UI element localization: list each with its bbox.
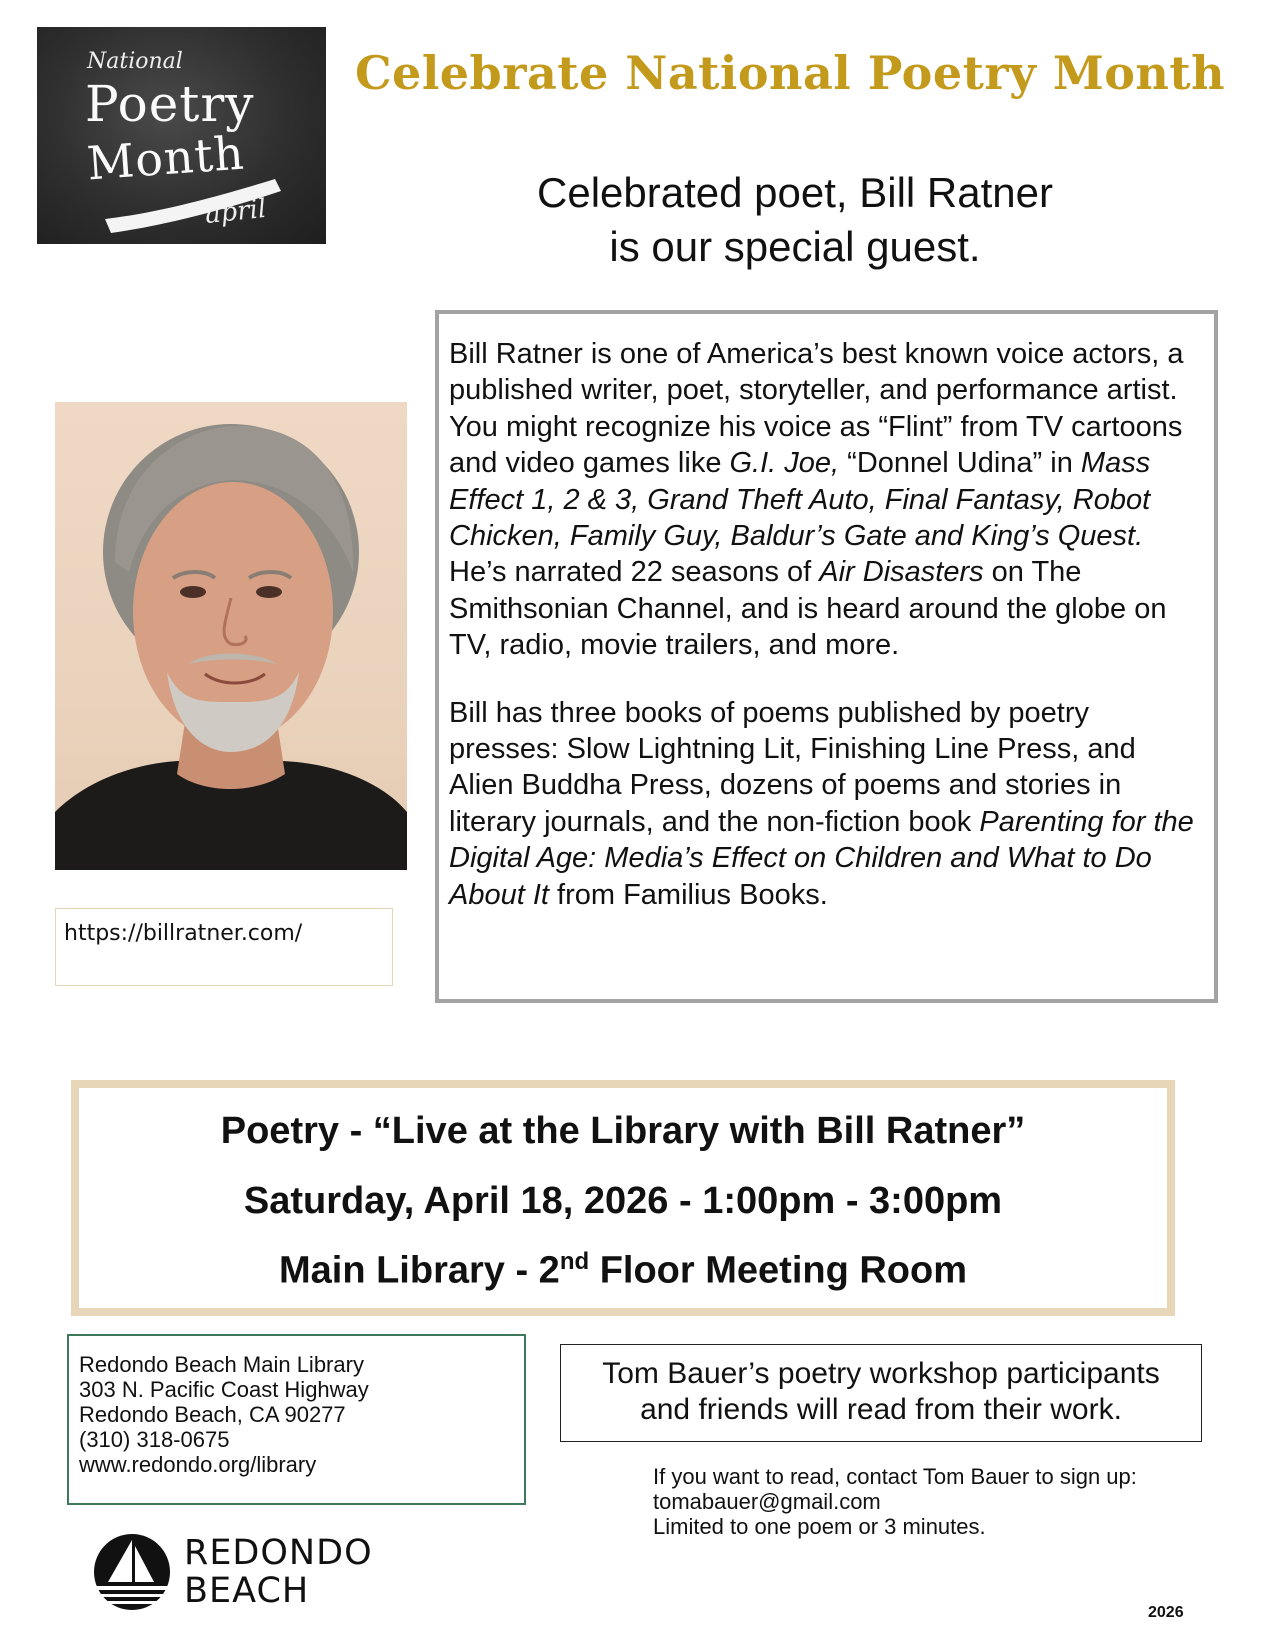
- badge-national-text: National: [87, 49, 183, 74]
- event-title: Poetry - “Live at the Library with Bill Ratner”: [220, 1110, 1026, 1152]
- library-name: Redondo Beach Main Library: [79, 1352, 364, 1377]
- logo-word-redondo: REDONDO: [184, 1533, 373, 1573]
- portrait-illustration: [55, 402, 407, 870]
- library-website[interactable]: www.redondo.org/library: [79, 1452, 317, 1477]
- italic-title-run: Air Disasters: [819, 556, 984, 589]
- text-run: Bill Ratner is one of America’s best known voice actors, a published writer, poet, storyteller, and performance artist. You might recognize his voice as “Flint” from TV cartoons and video games like: [449, 338, 1184, 480]
- event-location: [79, 1248, 1167, 1293]
- signup-line-1: If you want to read, contact Tom Bauer to sign up:: [653, 1464, 1137, 1489]
- subtitle-line-2: is our special guest.: [609, 223, 981, 270]
- text-run: He’s narrated 22 seasons of: [449, 556, 820, 589]
- sailboat-logo-icon: [92, 1532, 172, 1612]
- event-datetime: Saturday, April 18, 2026 - 1:00pm - 3:00pm: [243, 1180, 1003, 1222]
- italic-title-run: G.I. Joe,: [729, 447, 840, 480]
- text-run: from Familius Books.: [548, 878, 828, 911]
- website-url[interactable]: https://billratner.com/: [64, 921, 303, 946]
- italic-title-run: Mass Effect 1, 2 & 3, Grand Theft Auto, Final Fantasy, Robot Chicken, Family Guy, Baldur’s Gate and King’s Quest.: [449, 447, 1151, 553]
- badge-april-text: april: [203, 193, 268, 231]
- poetry-month-badge: [37, 27, 326, 244]
- workshop-line-1: Tom Bauer’s poetry workshop participants: [602, 1357, 1160, 1390]
- guest-announcement: [420, 166, 1170, 274]
- library-city: Redondo Beach, CA 90277: [79, 1402, 346, 1427]
- banner-ribbon-icon: [97, 167, 297, 237]
- text-run: Bill has three books of poems published by poetry presses: Slow Lightning Lit, Finishing Line Press, and Alien Buddha Press, dozens of poems and stories in literary journals, and the non-fiction book: [449, 696, 1136, 838]
- footer-year: 2026: [1148, 1604, 1184, 1621]
- biography-paragraph-1: [449, 336, 1204, 664]
- italic-title-run: Parenting for the Digital Age: Media’s Effect on Children and What to Do About It: [449, 805, 1194, 911]
- event-location-main: Main Library - 2: [278, 1249, 560, 1292]
- page-title: Celebrate National Poetry Month: [354, 46, 1226, 100]
- signup-info: [653, 1464, 1137, 1539]
- event-location-ordinal: nd: [559, 1248, 590, 1275]
- signup-email[interactable]: tomabauer@gmail.com: [653, 1489, 881, 1514]
- subtitle-line-1: Celebrated poet, Bill Ratner: [537, 169, 1053, 216]
- event-details-box: [71, 1080, 1175, 1316]
- biography-box: [435, 310, 1218, 1003]
- text-run: “Donnel Udina” in: [839, 447, 1081, 480]
- event-location-room: Floor Meeting Room: [589, 1249, 968, 1292]
- logo-word-beach: BEACH: [184, 1571, 310, 1611]
- redondo-beach-logo: [92, 1530, 392, 1615]
- text-run: on The Smithsonian Channel, and is heard around the globe on TV, radio, movie trailers, and more.: [449, 556, 1167, 662]
- workshop-line-2: and friends will read from their work.: [640, 1393, 1122, 1426]
- portrait-photo: [55, 402, 407, 870]
- workshop-note-box: [560, 1344, 1202, 1442]
- library-phone: (310) 318-0675: [79, 1427, 230, 1452]
- badge-poetry-text: Poetry: [85, 75, 255, 133]
- biography-paragraph-2: [449, 695, 1204, 913]
- library-address-box: [67, 1334, 526, 1505]
- signup-limit: Limited to one poem or 3 minutes.: [653, 1514, 986, 1539]
- badge-month-text: Month: [85, 125, 247, 191]
- website-url-box: [55, 908, 393, 986]
- library-street: 303 N. Pacific Coast Highway: [79, 1377, 369, 1402]
